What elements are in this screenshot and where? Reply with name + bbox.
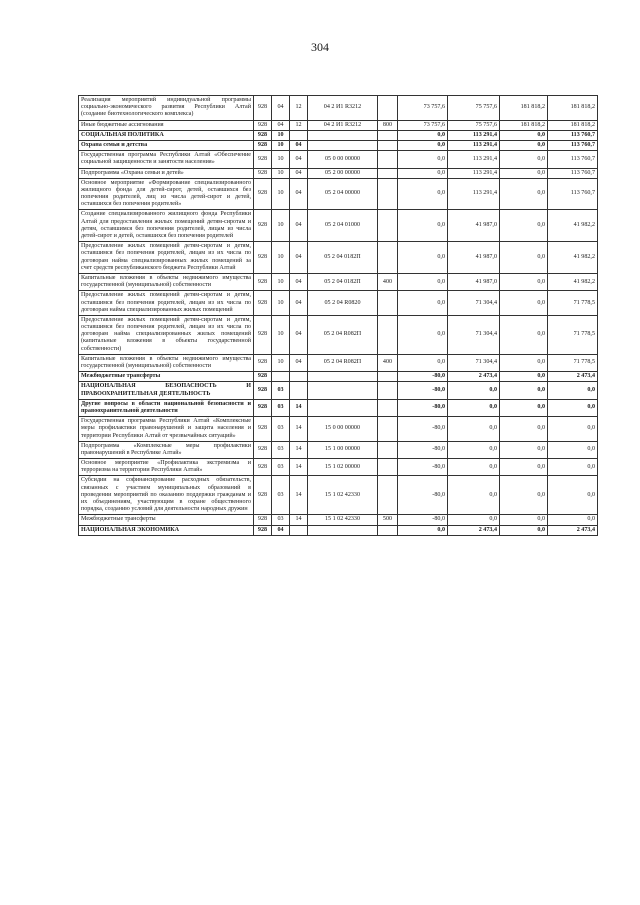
table-row	[79, 354, 598, 371]
row-name: Основное мероприятие «Формирование специализированного жилищного фонда для детей-сирот, детей, оставшихся без попечения родителей, лиц из числа детей-сирот и детей, оставшихся без попечения родителей»	[79, 178, 254, 210]
row-admin-code: 928	[254, 120, 272, 130]
row-section-code: 10	[272, 178, 290, 210]
table-row	[79, 515, 598, 525]
row-name: НАЦИОНАЛЬНАЯ БЕЗОПАСНОСТЬ И ПРАВООХРАНИТЕЛЬНАЯ ДЕЯТЕЛЬНОСТЬ	[79, 382, 254, 399]
row-expense-type	[378, 417, 398, 442]
row-expense-type	[378, 382, 398, 399]
row-subsection-code	[290, 130, 308, 140]
row-amount-2: 0,0	[448, 417, 500, 442]
row-section-code: 10	[272, 354, 290, 371]
row-amount-1: 0,0	[398, 168, 448, 178]
row-admin-code: 928	[254, 382, 272, 399]
row-amount-4: 113 760,7	[548, 140, 598, 150]
row-target-article	[308, 130, 378, 140]
row-name: Государственная программа Республики Алтай «Обеспечение социальной защищенности и занятости населения»	[79, 151, 254, 168]
row-expense-type	[378, 476, 398, 515]
table-row	[79, 459, 598, 476]
row-admin-code: 928	[254, 140, 272, 150]
row-subsection-code: 14	[290, 515, 308, 525]
row-amount-1: -80,0	[398, 441, 448, 458]
row-subsection-code: 04	[290, 315, 308, 354]
table-row	[79, 210, 598, 242]
row-name: Государственная программа Республики Алтай «Комплексные меры профилактики правонарушений и защита населения и территории Республики Алтай от чрезвычайных ситуаций»	[79, 417, 254, 442]
row-amount-2: 71 304,4	[448, 291, 500, 316]
row-amount-4: 41 982,2	[548, 273, 598, 290]
row-amount-3: 0,0	[500, 382, 548, 399]
row-expense-type	[378, 525, 398, 535]
row-amount-2: 41 987,0	[448, 210, 500, 242]
row-section-code: 03	[272, 476, 290, 515]
row-expense-type	[378, 130, 398, 140]
row-section-code: 04	[272, 96, 290, 121]
table-row	[79, 273, 598, 290]
row-name: Предоставление жилых помещений детям-сиротам и детям, оставшимся без попечения родителей, лицам из их числа по договорам найма специализированных жилых помещений за счет средств республиканского бюджета Республики Алтай	[79, 242, 254, 274]
row-name: Межбюджетные трансферты	[79, 372, 254, 382]
row-target-article: 15 1 02 42330	[308, 515, 378, 525]
table-row	[79, 242, 598, 274]
row-subsection-code	[290, 382, 308, 399]
row-amount-1: 73 757,6	[398, 96, 448, 121]
row-subsection-code: 04	[290, 273, 308, 290]
row-target-article	[308, 140, 378, 150]
table-row	[79, 96, 598, 121]
row-amount-1: 0,0	[398, 291, 448, 316]
row-amount-2: 113 291,4	[448, 151, 500, 168]
table-row	[79, 120, 598, 130]
row-amount-1: 0,0	[398, 178, 448, 210]
table-row	[79, 140, 598, 150]
row-amount-1: 73 757,6	[398, 120, 448, 130]
row-admin-code: 928	[254, 354, 272, 371]
row-name: Создание специализированного жилищного фонда Республики Алтай для предоставления жилых помещений детям-сиротам и детям, оставшимся без попечения родителей, лицам из числа детей-сирот и детей, оставшихся без попечения родителей	[79, 210, 254, 242]
row-admin-code: 928	[254, 130, 272, 140]
table-row	[79, 168, 598, 178]
row-section-code: 10	[272, 140, 290, 150]
row-amount-1: -80,0	[398, 515, 448, 525]
row-amount-4: 181 818,2	[548, 96, 598, 121]
row-expense-type	[378, 178, 398, 210]
row-expense-type: 500	[378, 515, 398, 525]
table-row	[79, 476, 598, 515]
row-expense-type: 800	[378, 120, 398, 130]
row-subsection-code: 04	[290, 242, 308, 274]
row-amount-1: 0,0	[398, 130, 448, 140]
row-amount-2: 113 291,4	[448, 140, 500, 150]
row-amount-3: 0,0	[500, 476, 548, 515]
row-amount-2: 113 291,4	[448, 168, 500, 178]
row-admin-code: 928	[254, 441, 272, 458]
row-amount-2: 41 987,0	[448, 273, 500, 290]
row-amount-4: 0,0	[548, 476, 598, 515]
row-amount-2: 0,0	[448, 476, 500, 515]
row-admin-code: 928	[254, 399, 272, 416]
row-amount-3: 0,0	[500, 315, 548, 354]
row-expense-type	[378, 242, 398, 274]
table-row	[79, 291, 598, 316]
row-amount-4: 71 778,5	[548, 354, 598, 371]
row-name: Основное мероприятие «Профилактика экстремизма и терроризма на территории Республики Алтай»	[79, 459, 254, 476]
row-expense-type	[378, 168, 398, 178]
row-section-code: 03	[272, 382, 290, 399]
row-amount-3: 0,0	[500, 459, 548, 476]
row-amount-1: -80,0	[398, 459, 448, 476]
row-name: Подпрограмма «Комплексные меры профилактики правонарушений в Республике Алтай»	[79, 441, 254, 458]
row-amount-1: 0,0	[398, 354, 448, 371]
row-amount-3: 0,0	[500, 291, 548, 316]
row-name: Реализация мероприятий индивидуальной программы социально-экономического развития Республики Алтай (создание биотехнологического комплекса)	[79, 96, 254, 121]
row-name: Предоставление жилых помещений детям-сиротам и детям, оставшимся без попечения родителей, лицам из их числа по договорам найма специализированных жилых помещений (капитальные вложения в объекты государственной собственности)	[79, 315, 254, 354]
row-admin-code: 928	[254, 525, 272, 535]
row-target-article: 05 2 04 0182П	[308, 273, 378, 290]
row-amount-3: 0,0	[500, 130, 548, 140]
row-expense-type	[378, 315, 398, 354]
row-section-code: 04	[272, 525, 290, 535]
row-subsection-code: 04	[290, 140, 308, 150]
row-subsection-code: 04	[290, 151, 308, 168]
row-section-code: 10	[272, 210, 290, 242]
row-target-article: 04 2 И1 R3212	[308, 120, 378, 130]
table-row	[79, 130, 598, 140]
row-amount-2: 0,0	[448, 515, 500, 525]
row-amount-2: 0,0	[448, 441, 500, 458]
row-amount-2: 0,0	[448, 382, 500, 399]
row-section-code: 03	[272, 515, 290, 525]
row-amount-2: 71 304,4	[448, 354, 500, 371]
row-name: Охрана семьи и детства	[79, 140, 254, 150]
row-amount-3: 0,0	[500, 372, 548, 382]
row-amount-3: 0,0	[500, 399, 548, 416]
row-amount-2: 41 987,0	[448, 242, 500, 274]
table-row	[79, 382, 598, 399]
row-amount-4: 41 982,2	[548, 210, 598, 242]
row-section-code: 10	[272, 291, 290, 316]
row-amount-2: 75 757,6	[448, 120, 500, 130]
row-amount-3: 0,0	[500, 354, 548, 371]
row-amount-3: 0,0	[500, 417, 548, 442]
row-expense-type	[378, 372, 398, 382]
table-row	[79, 399, 598, 416]
row-target-article: 15 1 02 00000	[308, 459, 378, 476]
row-amount-1: -80,0	[398, 372, 448, 382]
row-target-article: 05 2 04 R082П	[308, 315, 378, 354]
row-subsection-code: 04	[290, 178, 308, 210]
row-target-article	[308, 372, 378, 382]
row-amount-2: 0,0	[448, 399, 500, 416]
page-number: 304	[311, 40, 329, 54]
row-target-article: 04 2 И1 R3212	[308, 96, 378, 121]
row-amount-3: 181 818,2	[500, 120, 548, 130]
row-amount-4: 0,0	[548, 515, 598, 525]
row-amount-3: 0,0	[500, 441, 548, 458]
row-amount-2: 0,0	[448, 459, 500, 476]
row-amount-2: 71 304,4	[448, 315, 500, 354]
row-amount-2: 113 291,4	[448, 130, 500, 140]
row-amount-2: 2 473,4	[448, 525, 500, 535]
row-subsection-code: 14	[290, 476, 308, 515]
row-amount-2: 2 473,4	[448, 372, 500, 382]
row-amount-4: 71 778,5	[548, 291, 598, 316]
table-row	[79, 178, 598, 210]
row-expense-type	[378, 151, 398, 168]
row-admin-code: 928	[254, 459, 272, 476]
row-expense-type	[378, 291, 398, 316]
row-amount-4: 181 818,2	[548, 120, 598, 130]
row-section-code: 03	[272, 441, 290, 458]
row-section-code: 10	[272, 273, 290, 290]
row-target-article: 15 1 00 00000	[308, 441, 378, 458]
row-name: СОЦИАЛЬНАЯ ПОЛИТИКА	[79, 130, 254, 140]
row-amount-3: 0,0	[500, 140, 548, 150]
table-row	[79, 441, 598, 458]
row-amount-4: 71 778,5	[548, 315, 598, 354]
row-expense-type: 400	[378, 354, 398, 371]
row-expense-type	[378, 399, 398, 416]
row-expense-type	[378, 140, 398, 150]
row-amount-4: 0,0	[548, 459, 598, 476]
row-subsection-code: 12	[290, 120, 308, 130]
table-row	[79, 417, 598, 442]
budget-table	[78, 95, 598, 536]
row-section-code	[272, 372, 290, 382]
row-target-article: 05 2 04 01000	[308, 210, 378, 242]
row-section-code: 04	[272, 120, 290, 130]
table-row	[79, 372, 598, 382]
row-name: Межбюджетные трансферты	[79, 515, 254, 525]
row-target-article: 05 2 04 R0820	[308, 291, 378, 316]
row-admin-code: 928	[254, 210, 272, 242]
row-amount-4: 0,0	[548, 399, 598, 416]
row-amount-1: 0,0	[398, 315, 448, 354]
row-amount-1: 0,0	[398, 273, 448, 290]
row-target-article	[308, 382, 378, 399]
row-amount-1: -80,0	[398, 476, 448, 515]
row-amount-1: 0,0	[398, 151, 448, 168]
row-expense-type	[378, 459, 398, 476]
row-amount-1: -80,0	[398, 417, 448, 442]
row-admin-code: 928	[254, 417, 272, 442]
row-expense-type	[378, 210, 398, 242]
row-expense-type	[378, 96, 398, 121]
row-amount-4: 113 760,7	[548, 168, 598, 178]
row-section-code: 10	[272, 242, 290, 274]
row-target-article	[308, 525, 378, 535]
row-target-article: 15 1 02 42330	[308, 476, 378, 515]
row-target-article	[308, 399, 378, 416]
row-subsection-code	[290, 372, 308, 382]
row-expense-type	[378, 441, 398, 458]
row-amount-4: 0,0	[548, 441, 598, 458]
row-admin-code: 928	[254, 476, 272, 515]
row-target-article: 05 2 04 R082П	[308, 354, 378, 371]
row-amount-1: 0,0	[398, 242, 448, 274]
row-name: Подпрограмма «Охрана семьи и детей»	[79, 168, 254, 178]
row-section-code: 10	[272, 151, 290, 168]
row-target-article: 15 0 00 00000	[308, 417, 378, 442]
row-amount-4: 2 473,4	[548, 525, 598, 535]
row-amount-1: 0,0	[398, 525, 448, 535]
row-amount-3: 0,0	[500, 525, 548, 535]
row-amount-1: 0,0	[398, 210, 448, 242]
row-admin-code: 928	[254, 291, 272, 316]
row-name: Иные бюджетные ассигнования	[79, 120, 254, 130]
row-admin-code: 928	[254, 515, 272, 525]
row-admin-code: 928	[254, 96, 272, 121]
row-section-code: 10	[272, 315, 290, 354]
row-name: Другие вопросы в области национальной безопасности и правоохранительной деятельности	[79, 399, 254, 416]
row-name: НАЦИОНАЛЬНАЯ ЭКОНОМИКА	[79, 525, 254, 535]
row-amount-4: 0,0	[548, 417, 598, 442]
row-subsection-code: 14	[290, 459, 308, 476]
row-amount-3: 0,0	[500, 210, 548, 242]
row-section-code: 10	[272, 130, 290, 140]
row-admin-code: 928	[254, 151, 272, 168]
row-amount-3: 181 818,2	[500, 96, 548, 121]
row-subsection-code	[290, 525, 308, 535]
row-amount-4: 0,0	[548, 382, 598, 399]
row-target-article: 05 0 00 00000	[308, 151, 378, 168]
row-section-code: 03	[272, 459, 290, 476]
row-name: Капитальные вложения в объекты недвижимого имущества государственной (муниципальной) собственности	[79, 354, 254, 371]
row-subsection-code: 14	[290, 399, 308, 416]
row-amount-1: 0,0	[398, 140, 448, 150]
row-admin-code: 928	[254, 273, 272, 290]
row-admin-code: 928	[254, 242, 272, 274]
row-expense-type: 400	[378, 273, 398, 290]
row-amount-2: 113 291,4	[448, 178, 500, 210]
row-amount-2: 75 757,6	[448, 96, 500, 121]
table-row	[79, 315, 598, 354]
row-name: Предоставление жилых помещений детям-сиротам и детям, оставшимся без попечения родителей, лицам из их числа по договорам найма специализированных жилых помещений	[79, 291, 254, 316]
row-subsection-code: 04	[290, 168, 308, 178]
row-admin-code: 928	[254, 315, 272, 354]
row-admin-code: 928	[254, 178, 272, 210]
row-amount-1: -80,0	[398, 399, 448, 416]
row-subsection-code: 14	[290, 417, 308, 442]
row-amount-4: 113 760,7	[548, 151, 598, 168]
table-row	[79, 525, 598, 535]
row-target-article: 05 2 00 00000	[308, 168, 378, 178]
row-amount-4: 113 760,7	[548, 178, 598, 210]
row-name: Субсидии на софинансирование расходных обязательств, связанных с участием муниципальных образований в проведении мероприятий по оказанию поддержки гражданам и их объединениям, участвующим в охране общественного порядка, созданию условий для деятельности народных дружин	[79, 476, 254, 515]
row-subsection-code: 14	[290, 441, 308, 458]
row-subsection-code: 04	[290, 210, 308, 242]
row-amount-3: 0,0	[500, 168, 548, 178]
row-admin-code: 928	[254, 168, 272, 178]
row-amount-3: 0,0	[500, 178, 548, 210]
row-subsection-code: 12	[290, 96, 308, 121]
row-section-code: 03	[272, 399, 290, 416]
row-subsection-code: 04	[290, 291, 308, 316]
row-admin-code: 928	[254, 372, 272, 382]
row-subsection-code: 04	[290, 354, 308, 371]
row-section-code: 10	[272, 168, 290, 178]
row-name: Капитальные вложения в объекты недвижимого имущества государственной (муниципальной) собственности	[79, 273, 254, 290]
row-amount-3: 0,0	[500, 151, 548, 168]
row-amount-4: 113 760,7	[548, 130, 598, 140]
row-amount-4: 2 473,4	[548, 372, 598, 382]
row-amount-3: 0,0	[500, 242, 548, 274]
row-amount-3: 0,0	[500, 273, 548, 290]
row-amount-3: 0,0	[500, 515, 548, 525]
row-section-code: 03	[272, 417, 290, 442]
table-row	[79, 151, 598, 168]
row-amount-4: 41 982,2	[548, 242, 598, 274]
row-amount-1: -80,0	[398, 382, 448, 399]
row-target-article: 05 2 04 0182П	[308, 242, 378, 274]
row-target-article: 05 2 04 00000	[308, 178, 378, 210]
